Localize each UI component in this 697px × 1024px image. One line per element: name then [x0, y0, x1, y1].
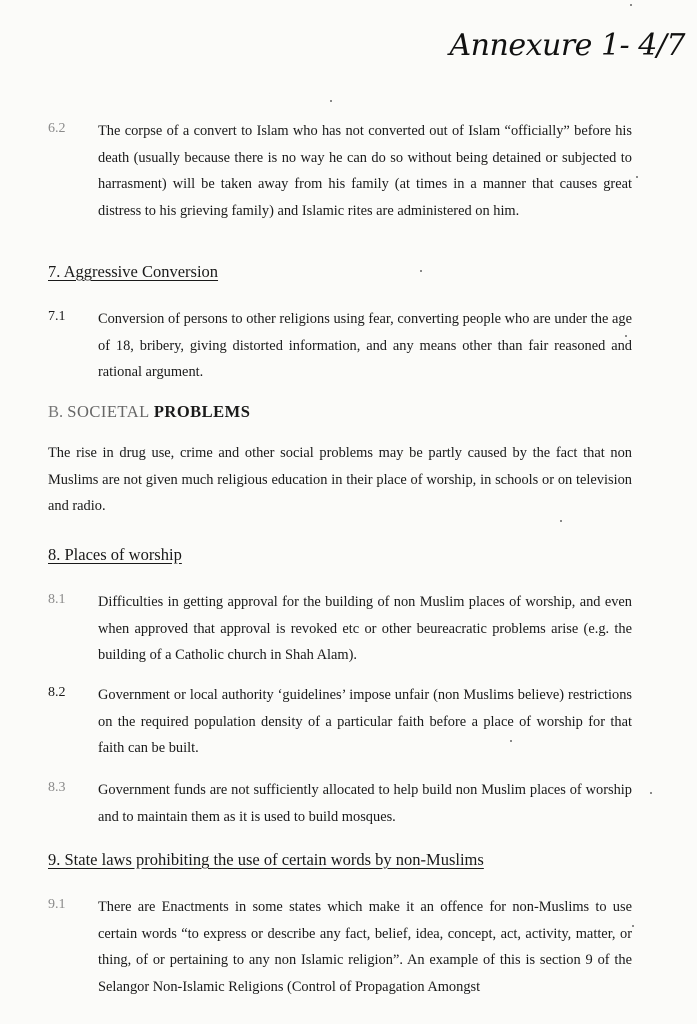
- paragraph-7-1: [48, 306, 632, 386]
- scan-speck: [636, 176, 638, 178]
- annexure-label: Annexure 1- 4/7: [449, 28, 685, 63]
- paragraph-number: 8.3: [48, 780, 66, 795]
- scan-speck: [632, 925, 634, 927]
- paragraph-text: Conversion of persons to other religions using fear, converting people who are under the age of 18, bribery, giving distorted information, and any means other than fair reasoned and rational argument.: [98, 311, 632, 380]
- section-title-word: SOCIETAL: [67, 402, 150, 421]
- paragraph-text: Difficulties in getting approval for the building of non Muslim places of worship, and even when approved that approval is revoked etc or other beureacratic problems arise (e.g. the building of a Catholic church in Shah Alam).: [98, 594, 632, 663]
- scan-speck: [650, 792, 652, 794]
- paragraph-number: 6.2: [48, 121, 66, 136]
- paragraph-number: 8.2: [48, 685, 66, 700]
- section-heading-8: 8. Places of worship: [48, 545, 182, 564]
- section-letter: B.: [48, 402, 64, 421]
- section-b-heading: [48, 402, 250, 422]
- paragraph-9-1: [48, 894, 632, 1000]
- scan-speck: [330, 100, 332, 102]
- paragraph-8-3: [48, 777, 632, 830]
- section-b-paragraph: The rise in drug use, crime and other social problems may be partly caused by the fact that non Muslims are not given much religious education in their place of worship, in schools or on television and radio.: [48, 445, 632, 514]
- paragraph-text: Government funds are not sufficiently allocated to help build non Muslim places of worship and to maintain them as it is used to build mosques.: [98, 782, 632, 825]
- paragraph-6-2: [48, 118, 632, 224]
- section-title-word: PROBLEMS: [153, 402, 251, 421]
- paragraph-number: 7.1: [48, 309, 66, 324]
- paragraph-number: 8.1: [48, 592, 66, 607]
- paragraph-text: Government or local authority ‘guidelines’ impose unfair (non Muslims believe) restrictions on the required population density of a particular faith before a place of worship for that faith can be built.: [98, 687, 632, 756]
- section-heading-7: 7. Aggressive Conversion: [48, 262, 219, 281]
- scan-speck: [560, 520, 562, 522]
- paragraph-text: The corpse of a convert to Islam who has not converted out of Islam “officially” before his death (usually because there is no way he can do so without being detained or subjected to harrasment) will be taken away from his family (at times in a manner that causes great distress to his grieving family) and Islamic rites are administered on him.: [98, 123, 632, 219]
- paragraph-text: There are Enactments in some states which make it an offence for non-Muslims to use certain words “to express or describe any fact, belief, idea, concept, act, activity, matter, or thing, of or pertaining to any non Islamic religion”. An example of this is section 9 of the Selangor Non-Islamic Religions (Control of Propagation Amongst: [98, 899, 632, 995]
- section-heading-9: 9. State laws prohibiting the use of certain words by non-Muslims: [48, 850, 484, 869]
- scan-speck: [630, 4, 632, 6]
- paragraph-number: 9.1: [48, 897, 66, 912]
- paragraph-8-1: [48, 589, 632, 669]
- scan-speck: [420, 270, 422, 272]
- paragraph-8-2: [48, 682, 632, 762]
